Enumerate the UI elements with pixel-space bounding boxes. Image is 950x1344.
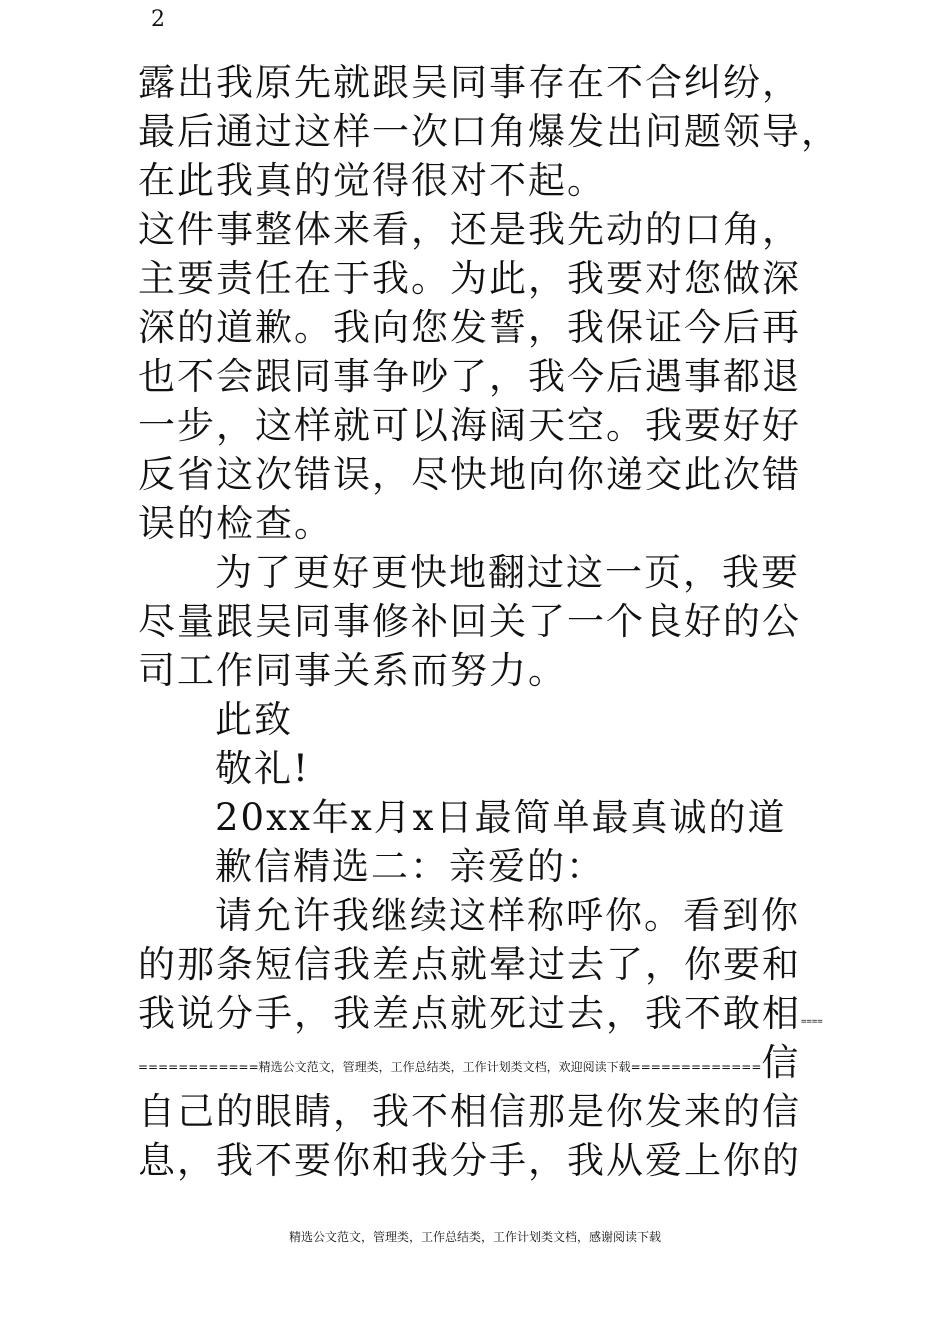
salutation-line: 此致 — [215, 698, 293, 741]
text-line: 我说分手，我差点就死过去，我不敢相 — [138, 992, 801, 1035]
text-line: 深的道歉。我向您发誓，我保证今后再 — [138, 306, 801, 349]
text-line: 这件事整体来看，还是我先动的口角， — [138, 208, 801, 251]
text-line: 自己的眼睛，我不相信那是你发来的信 — [138, 1090, 801, 1133]
date-title-line: 20xx年x月x日最简单最真诚的道 — [215, 796, 787, 839]
text-line-with-tail — [138, 989, 838, 1038]
page-number: 2 — [151, 7, 165, 32]
watermark-text: ============精选公文范文，管理类，工作总结类，工作计划类文档，欢迎阅读下载============= — [138, 1060, 762, 1074]
text-line: 误的检查。 — [138, 502, 333, 545]
watermark-suffix: 信 — [761, 1041, 801, 1084]
separator-tail: ==== — [801, 1017, 823, 1027]
text-line: 也不会跟同事争吵了，我今后遇事都退 — [138, 355, 801, 398]
closing-line: 敬礼! — [215, 747, 310, 790]
page-footer: 精选公文范文，管理类，工作总结类，工作计划类文档，感谢阅读下载 — [288, 1230, 661, 1244]
text-line: 在此我真的觉得很对不起。 — [138, 159, 606, 202]
section-title-line: 歉信精选二：亲爱的： — [215, 845, 605, 888]
text-line: 的那条短信我差点就晕过去了，你要和 — [138, 943, 801, 986]
text-line: 主要责任在于我。为此，我要对您做深 — [138, 257, 801, 300]
text-line: 一步，这样就可以海阔天空。我要好好 — [138, 404, 801, 447]
watermark-line — [138, 1038, 838, 1087]
paragraph-start-line: 为了更好更快地翻过这一页，我要 — [215, 551, 800, 594]
text-line: 反省这次错误，尽快地向你递交此次错 — [138, 453, 801, 496]
paragraph-start-line: 请允许我继续这样称呼你。看到你 — [215, 894, 800, 937]
text-line: 司工作同事关系而努力。 — [138, 649, 567, 692]
text-line: 最后通过这样一次口角爆发出问题领导， — [138, 110, 840, 153]
document-body — [138, 58, 838, 1185]
text-line: 露出我原先就跟吴同事存在不合纠纷， — [138, 61, 801, 104]
text-line: 尽量跟吴同事修补回关了一个良好的公 — [138, 600, 801, 643]
text-line: 息，我不要你和我分手，我从爱上你的 — [138, 1139, 801, 1182]
